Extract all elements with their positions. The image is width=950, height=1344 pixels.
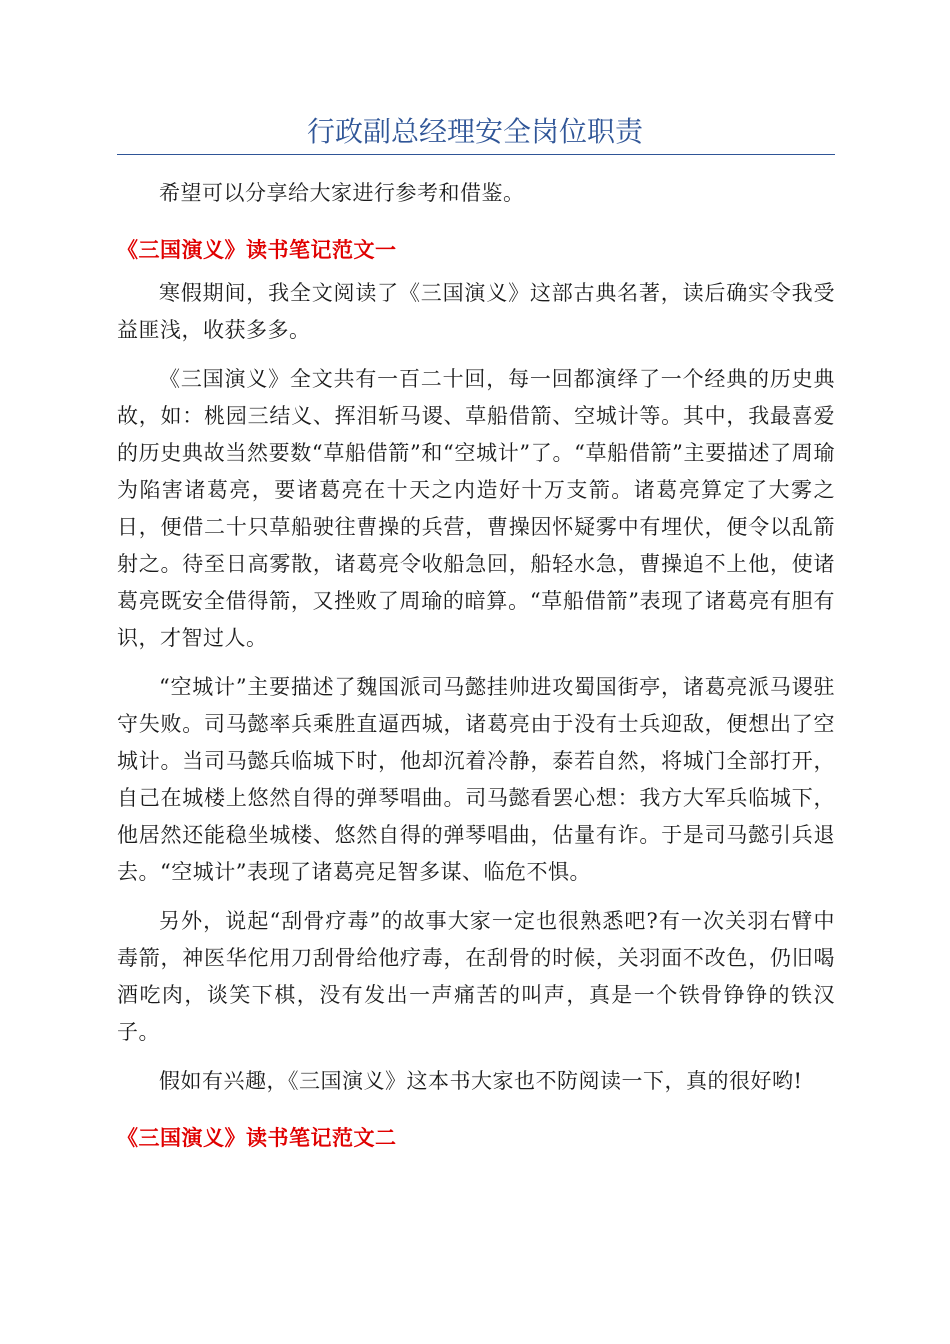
body-paragraph: 寒假期间，我全文阅读了《三国演义》这部古典名著，读后确实令我受益匪浅，收获多多。 [117, 281, 835, 342]
body-paragraph: “空城计”主要描述了魏国派司马懿挂帅进攻蜀国街亭，诸葛亮派马谡驻守失败。司马懿率兵乘胜直逼西城，诸葛亮由于没有士兵迎敌，便想出了空城计。当司马懿兵临城下时，他却沉着冷静，泰若自然，将城门全部打开，自己在城楼上悠然自得的弹琴唱曲。司马懿看罢心想：我方大军兵临城下，他居然还能稳坐城楼、悠然自得的弹琴唱曲，估量有诈。于是司马懿引兵退去。“空城计”表现了诸葛亮足智多谋、临危不惧。 [117, 675, 835, 884]
body-paragraph: 另外，说起“刮骨疗毒”的故事大家一定也很熟悉吧?有一次关羽右臂中毒箭，神医华佗用刀刮骨给他疗毒，在刮骨的时候，关羽面不改色，仍旧喝酒吃肉，谈笑下棋，没有发出一声痛苦的叫声，真是一个铁骨铮铮的铁汉子。 [117, 909, 835, 1044]
document-body [117, 175, 835, 1163]
body-paragraph: 《三国演义》全文共有一百二十回，每一回都演绎了一个经典的历史典故，如：桃园三结义、挥泪斩马谡、草船借箭、空城计等。其中，我最喜爱的历史典故当然要数“草船借箭”和“空城计”了。“草船借箭”主要描述了周瑜为陷害诸葛亮，要诸葛亮在十天之内造好十万支箭。诸葛亮算定了大雾之日，便借二十只草船驶往曹操的兵营，曹操因怀疑雾中有埋伏，便令以乱箭射之。待至日高雾散，诸葛亮令收船急回，船轻水急，曹操追不上他，使诸葛亮既安全借得箭，又挫败了周瑜的暗算。“草船借箭”表现了诸葛亮有胆有识，才智过人。 [117, 367, 835, 650]
section-heading-2: 《三国演义》读书笔记范文二 [117, 1126, 397, 1150]
document-title: 行政副总经理安全岗位职责 [306, 115, 643, 148]
body-paragraph: 假如有兴趣，《三国演义》这本书大家也不防阅读一下，真的很好哟! [159, 1069, 803, 1093]
title-underline [117, 154, 835, 155]
section-heading-1: 《三国演义》读书笔记范文一 [117, 238, 397, 262]
intro-paragraph: 希望可以分享给大家进行参考和借鉴。 [159, 181, 525, 205]
